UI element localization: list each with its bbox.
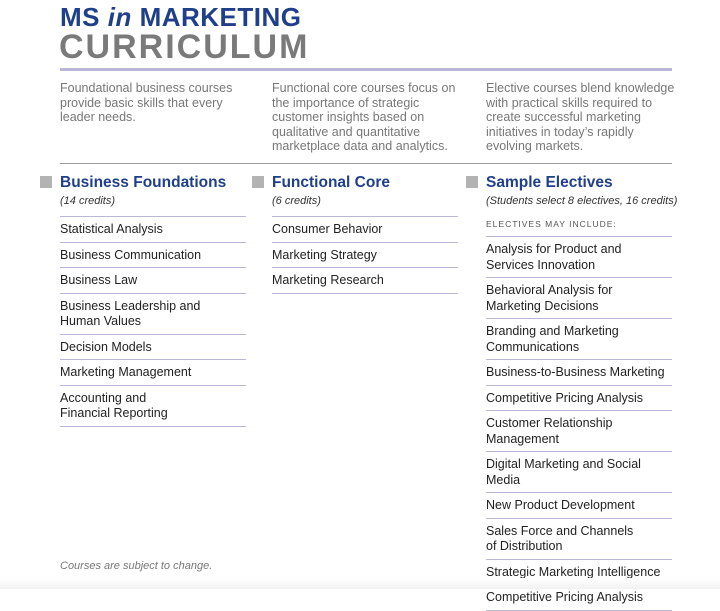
electives-column: [486, 174, 678, 611]
square-bullet-icon: [40, 176, 52, 188]
course-item: Branding and Marketing Communications: [486, 319, 672, 360]
course-item: Competitive Pricing Analysis: [486, 585, 672, 611]
course-item: Analysis for Product and Services Innovation: [486, 237, 672, 278]
core-column: [272, 174, 458, 294]
core-list: [272, 216, 458, 294]
course-item: Business Communication: [60, 243, 246, 269]
course-item: Business Leadership and Human Values: [60, 294, 246, 335]
course-item: Consumer Behavior: [272, 217, 458, 243]
electives-heading: Sample Electives: [486, 174, 613, 191]
bottom-fade: [0, 578, 720, 589]
foundations-column: [60, 174, 246, 427]
course-item: Competitive Pricing Analysis: [486, 386, 672, 412]
course-item: Marketing Strategy: [272, 243, 458, 269]
course-item: Marketing Management: [60, 360, 246, 386]
curriculum-title: CURRICULUM: [59, 28, 310, 66]
core-intro: Functional core courses focus on the importance of strategic customer insights based on qualitative and quantitative marketplace data and analytics.: [272, 81, 456, 153]
course-item: Sales Force and Channels of Distribution: [486, 519, 672, 560]
core-heading: Functional Core: [272, 174, 390, 191]
foundations-heading: Business Foundations: [60, 174, 227, 191]
core-credits: (6 credits): [272, 195, 321, 207]
course-item: Behavioral Analysis for Marketing Decisions: [486, 278, 672, 319]
foundations-list: [60, 216, 246, 427]
course-item: Decision Models: [60, 335, 246, 361]
course-item: Business-to-Business Marketing: [486, 360, 672, 386]
course-item: Accounting and Financial Reporting: [60, 386, 246, 427]
course-item: Strategic Marketing Intelligence: [486, 560, 672, 586]
section-divider: [60, 163, 672, 164]
title-divider: [60, 68, 672, 71]
program-title: MS in MARKETING: [60, 2, 302, 32]
course-item: Business Law: [60, 268, 246, 294]
course-item: Marketing Research: [272, 268, 458, 294]
course-item: Digital Marketing and Social Media: [486, 452, 672, 493]
footnote: Courses are subject to change.: [60, 560, 213, 572]
electives-label: ELECTIVES MAY INCLUDE:: [486, 219, 617, 229]
course-item: New Product Development: [486, 493, 672, 519]
foundations-credits: (14 credits): [60, 195, 116, 207]
square-bullet-icon: [466, 176, 478, 188]
course-item: Customer Relationship Management: [486, 411, 672, 452]
course-item: Statistical Analysis: [60, 217, 246, 243]
square-bullet-icon: [252, 176, 264, 188]
electives-intro: Elective courses blend knowledge with practical skills required to create successful marketing initiatives in today’s rapidly evolving markets.: [486, 81, 675, 153]
electives-list: [486, 236, 672, 611]
foundations-intro: Foundational business courses provide basic skills that every leader needs.: [60, 81, 233, 124]
electives-credits: (Students select 8 electives, 16 credits): [486, 195, 678, 207]
